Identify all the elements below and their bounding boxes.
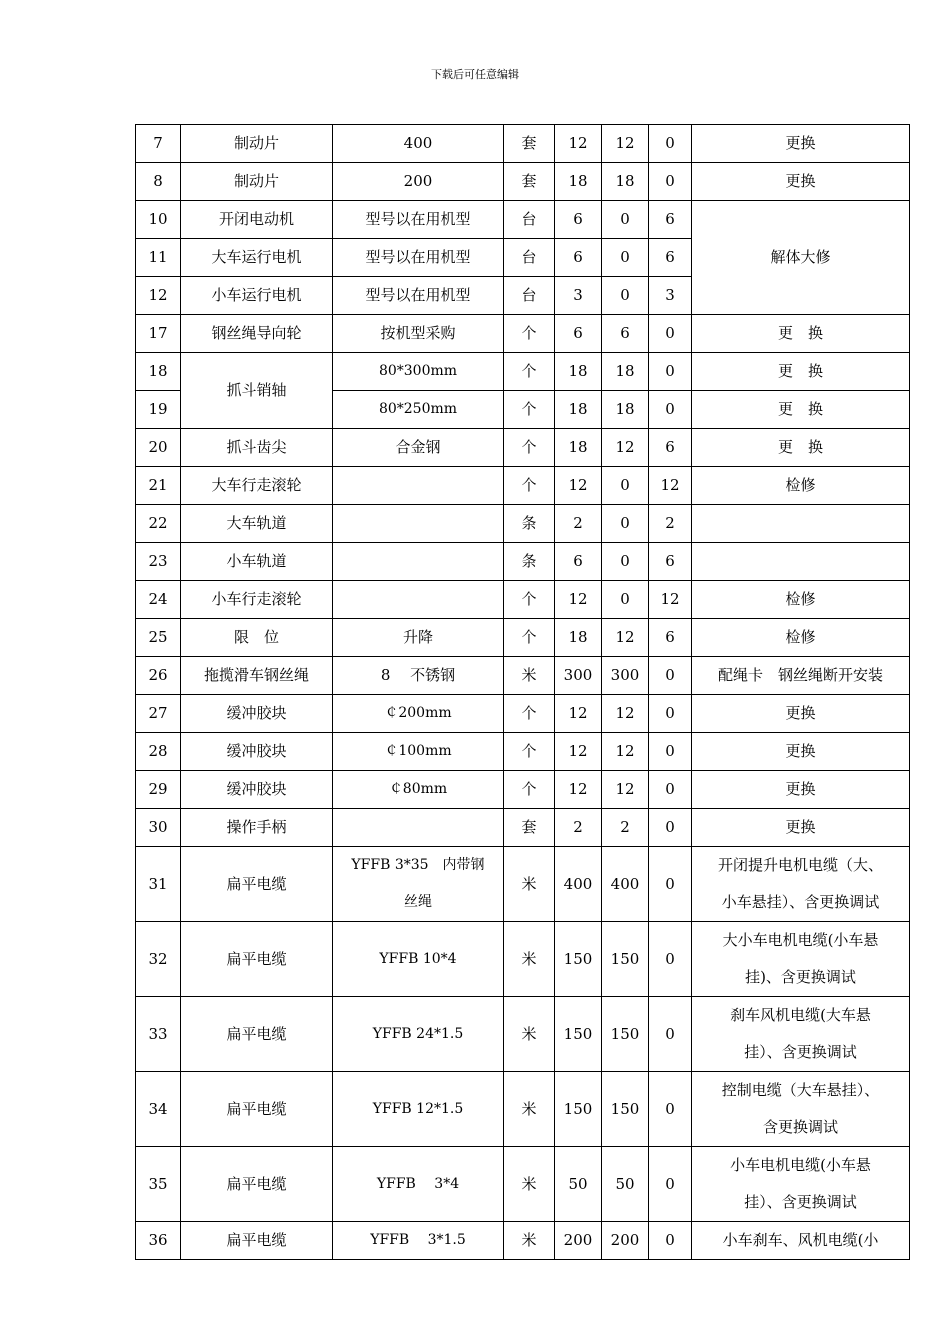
cell-unit: 米 <box>504 1147 555 1222</box>
cell-note-line: 刹车风机电缆(大车悬 <box>730 1006 871 1024</box>
cell-qty-c: 0 <box>649 353 692 391</box>
cell-note-line: 挂）、含更换调试 <box>744 1043 857 1061</box>
cell-unit: 米 <box>504 657 555 695</box>
cell-spec: 合金钢 <box>333 429 504 467</box>
parts-table <box>135 124 910 1260</box>
cell-no: 26 <box>136 657 181 695</box>
cell-spec <box>333 467 504 505</box>
cell-qty-a: 50 <box>555 1147 602 1222</box>
cell-no: 32 <box>136 922 181 997</box>
table-row <box>136 695 910 733</box>
table-row <box>136 429 910 467</box>
cell-qty-b: 300 <box>602 657 649 695</box>
cell-qty-a: 150 <box>555 922 602 997</box>
cell-note-line: 大小车电机电缆(小车悬 <box>722 931 879 949</box>
cell-unit: 个 <box>504 315 555 353</box>
cell-no: 34 <box>136 1072 181 1147</box>
cell-note <box>692 922 910 997</box>
cell-note: 更换 <box>692 695 910 733</box>
table-row <box>136 163 910 201</box>
cell-qty-c: 6 <box>649 619 692 657</box>
table-row <box>136 543 910 581</box>
cell-qty-b: 0 <box>602 239 649 277</box>
cell-qty-c: 0 <box>649 997 692 1072</box>
cell-qty-b: 2 <box>602 809 649 847</box>
cell-unit: 米 <box>504 847 555 922</box>
cell-qty-a: 6 <box>555 201 602 239</box>
cell-spec: YFFB 3*1.5 <box>333 1222 504 1260</box>
cell-no: 31 <box>136 847 181 922</box>
table-row <box>136 125 910 163</box>
cell-qty-b: 50 <box>602 1147 649 1222</box>
cell-spec-line: 丝绳 <box>404 894 432 910</box>
cell-note: 更换 <box>692 163 910 201</box>
cell-spec <box>333 543 504 581</box>
cell-qty-a: 18 <box>555 429 602 467</box>
cell-spec: 型号以在用机型 <box>333 239 504 277</box>
cell-no: 29 <box>136 771 181 809</box>
cell-qty-a: 150 <box>555 1072 602 1147</box>
cell-unit: 米 <box>504 1072 555 1147</box>
cell-qty-b: 0 <box>602 505 649 543</box>
cell-unit: 个 <box>504 771 555 809</box>
cell-no: 25 <box>136 619 181 657</box>
cell-unit: 台 <box>504 201 555 239</box>
table-row <box>136 619 910 657</box>
cell-note: 检修 <box>692 581 910 619</box>
cell-spec <box>333 847 504 922</box>
cell-qty-c: 0 <box>649 847 692 922</box>
cell-qty-b: 12 <box>602 619 649 657</box>
cell-qty-b: 12 <box>602 733 649 771</box>
cell-qty-b: 18 <box>602 163 649 201</box>
cell-qty-c: 0 <box>649 1072 692 1147</box>
cell-spec: 型号以在用机型 <box>333 277 504 315</box>
table-row <box>136 922 910 997</box>
cell-spec <box>333 505 504 543</box>
cell-qty-b: 0 <box>602 543 649 581</box>
cell-note: 解体大修 <box>692 201 910 315</box>
cell-qty-c: 0 <box>649 809 692 847</box>
cell-unit: 米 <box>504 922 555 997</box>
cell-unit: 个 <box>504 581 555 619</box>
table-row <box>136 997 910 1072</box>
cell-unit: 个 <box>504 619 555 657</box>
table-row <box>136 505 910 543</box>
cell-name: 大车轨道 <box>181 505 333 543</box>
cell-name: 小车运行电机 <box>181 277 333 315</box>
cell-unit: 台 <box>504 277 555 315</box>
cell-qty-b: 150 <box>602 997 649 1072</box>
cell-no: 33 <box>136 997 181 1072</box>
cell-name: 操作手柄 <box>181 809 333 847</box>
cell-qty-a: 12 <box>555 467 602 505</box>
cell-qty-b: 400 <box>602 847 649 922</box>
cell-qty-c: 0 <box>649 315 692 353</box>
cell-no: 24 <box>136 581 181 619</box>
cell-no: 22 <box>136 505 181 543</box>
cell-unit: 个 <box>504 695 555 733</box>
cell-no: 7 <box>136 125 181 163</box>
cell-qty-b: 18 <box>602 353 649 391</box>
cell-spec: YFFB 12*1.5 <box>333 1072 504 1147</box>
cell-unit: 个 <box>504 429 555 467</box>
cell-qty-c: 6 <box>649 429 692 467</box>
cell-no: 17 <box>136 315 181 353</box>
cell-no: 27 <box>136 695 181 733</box>
cell-name: 扁平电缆 <box>181 1147 333 1222</box>
cell-spec-line: YFFB 3*35 内带钢 <box>351 857 485 873</box>
cell-qty-c: 0 <box>649 1147 692 1222</box>
cell-qty-c: 0 <box>649 125 692 163</box>
table-row <box>136 733 910 771</box>
cell-qty-a: 2 <box>555 505 602 543</box>
cell-qty-b: 12 <box>602 771 649 809</box>
cell-qty-c: 0 <box>649 1222 692 1260</box>
cell-spec: 400 <box>333 125 504 163</box>
cell-spec: YFFB 10*4 <box>333 922 504 997</box>
table-row <box>136 1147 910 1222</box>
cell-name: 缓冲胶块 <box>181 771 333 809</box>
cell-qty-c: 12 <box>649 467 692 505</box>
cell-qty-c: 0 <box>649 771 692 809</box>
cell-unit: 条 <box>504 543 555 581</box>
cell-name: 大车行走滚轮 <box>181 467 333 505</box>
cell-qty-a: 6 <box>555 543 602 581</box>
cell-spec: 型号以在用机型 <box>333 201 504 239</box>
table-row <box>136 657 910 695</box>
cell-qty-a: 300 <box>555 657 602 695</box>
cell-note <box>692 1072 910 1147</box>
cell-note: 更 换 <box>692 429 910 467</box>
cell-unit: 个 <box>504 353 555 391</box>
cell-no: 35 <box>136 1147 181 1222</box>
cell-qty-c: 0 <box>649 922 692 997</box>
cell-name: 小车轨道 <box>181 543 333 581</box>
cell-spec: 按机型采购 <box>333 315 504 353</box>
cell-name: 抓斗齿尖 <box>181 429 333 467</box>
cell-spec: YFFB 24*1.5 <box>333 997 504 1072</box>
cell-unit: 个 <box>504 733 555 771</box>
cell-qty-a: 12 <box>555 771 602 809</box>
cell-name: 扁平电缆 <box>181 1222 333 1260</box>
cell-qty-b: 0 <box>602 467 649 505</box>
cell-qty-a: 18 <box>555 353 602 391</box>
cell-name: 扁平电缆 <box>181 997 333 1072</box>
cell-no: 28 <box>136 733 181 771</box>
cell-unit: 个 <box>504 391 555 429</box>
cell-qty-b: 6 <box>602 315 649 353</box>
cell-qty-a: 6 <box>555 239 602 277</box>
cell-qty-b: 12 <box>602 125 649 163</box>
cell-qty-b: 150 <box>602 1072 649 1147</box>
table-row <box>136 847 910 922</box>
cell-note: 更 换 <box>692 315 910 353</box>
cell-name: 扁平电缆 <box>181 922 333 997</box>
cell-name: 制动片 <box>181 125 333 163</box>
cell-note <box>692 505 910 543</box>
cell-note-line: 控制电缆（大车悬挂）、 <box>721 1081 880 1099</box>
cell-qty-a: 18 <box>555 163 602 201</box>
cell-qty-c: 0 <box>649 695 692 733</box>
cell-name: 扁平电缆 <box>181 1072 333 1147</box>
table-row <box>136 1222 910 1260</box>
cell-qty-b: 0 <box>602 581 649 619</box>
cell-name: 抓斗销轴 <box>181 353 333 429</box>
cell-note: 更换 <box>692 771 910 809</box>
cell-qty-a: 2 <box>555 809 602 847</box>
cell-no: 20 <box>136 429 181 467</box>
cell-spec: YFFB 3*4 <box>333 1147 504 1222</box>
cell-qty-c: 0 <box>649 657 692 695</box>
cell-note: 检修 <box>692 467 910 505</box>
cell-unit: 套 <box>504 125 555 163</box>
cell-note-line: 开闭提升电机电缆（大、 <box>717 856 883 874</box>
cell-spec <box>333 581 504 619</box>
cell-qty-c: 6 <box>649 543 692 581</box>
cell-no: 18 <box>136 353 181 391</box>
cell-note: 更换 <box>692 809 910 847</box>
cell-qty-a: 400 <box>555 847 602 922</box>
table-row <box>136 315 910 353</box>
cell-qty-c: 0 <box>649 163 692 201</box>
cell-qty-a: 12 <box>555 695 602 733</box>
table-row <box>136 201 910 239</box>
cell-note: 配绳卡 钢丝绳断开安装 <box>692 657 910 695</box>
cell-spec: ￠100mm <box>333 733 504 771</box>
cell-qty-c: 6 <box>649 201 692 239</box>
cell-unit: 米 <box>504 1222 555 1260</box>
cell-qty-a: 12 <box>555 581 602 619</box>
cell-name: 制动片 <box>181 163 333 201</box>
cell-no: 30 <box>136 809 181 847</box>
cell-note <box>692 543 910 581</box>
cell-no: 19 <box>136 391 181 429</box>
cell-name: 拖揽滑车钢丝绳 <box>181 657 333 695</box>
cell-qty-a: 18 <box>555 619 602 657</box>
table-row <box>136 581 910 619</box>
cell-qty-b: 18 <box>602 391 649 429</box>
cell-spec: 200 <box>333 163 504 201</box>
cell-no: 8 <box>136 163 181 201</box>
cell-qty-c: 12 <box>649 581 692 619</box>
cell-qty-c: 6 <box>649 239 692 277</box>
cell-note: 更 换 <box>692 353 910 391</box>
cell-qty-a: 12 <box>555 733 602 771</box>
cell-qty-c: 3 <box>649 277 692 315</box>
cell-unit: 条 <box>504 505 555 543</box>
cell-spec <box>333 809 504 847</box>
table-row <box>136 809 910 847</box>
cell-no: 23 <box>136 543 181 581</box>
cell-note-line: 小车悬挂）、含更换调试 <box>721 893 880 911</box>
cell-qty-b: 150 <box>602 922 649 997</box>
cell-no: 10 <box>136 201 181 239</box>
cell-qty-a: 12 <box>555 125 602 163</box>
cell-name: 钢丝绳导向轮 <box>181 315 333 353</box>
cell-name: 缓冲胶块 <box>181 733 333 771</box>
cell-unit: 个 <box>504 467 555 505</box>
cell-qty-b: 0 <box>602 201 649 239</box>
cell-qty-a: 6 <box>555 315 602 353</box>
cell-name: 限 位 <box>181 619 333 657</box>
table-row <box>136 1072 910 1147</box>
cell-spec: 8 不锈钢 <box>333 657 504 695</box>
cell-qty-b: 200 <box>602 1222 649 1260</box>
cell-no: 11 <box>136 239 181 277</box>
cell-name: 小车行走滚轮 <box>181 581 333 619</box>
cell-qty-a: 150 <box>555 997 602 1072</box>
cell-qty-b: 12 <box>602 695 649 733</box>
cell-spec: ￠80mm <box>333 771 504 809</box>
cell-qty-a: 3 <box>555 277 602 315</box>
cell-unit: 套 <box>504 809 555 847</box>
cell-qty-c: 2 <box>649 505 692 543</box>
cell-qty-b: 0 <box>602 277 649 315</box>
cell-no: 21 <box>136 467 181 505</box>
cell-spec: 80*300mm <box>333 353 504 391</box>
cell-qty-b: 12 <box>602 429 649 467</box>
cell-note-line: 挂）、含更换调试 <box>744 1193 857 1211</box>
cell-qty-c: 0 <box>649 733 692 771</box>
cell-no: 12 <box>136 277 181 315</box>
cell-note: 更换 <box>692 125 910 163</box>
cell-spec: ￠200mm <box>333 695 504 733</box>
cell-qty-c: 0 <box>649 391 692 429</box>
cell-no: 36 <box>136 1222 181 1260</box>
cell-name: 大车运行电机 <box>181 239 333 277</box>
cell-name: 开闭电动机 <box>181 201 333 239</box>
cell-note <box>692 847 910 922</box>
cell-spec: 升降 <box>333 619 504 657</box>
cell-unit: 台 <box>504 239 555 277</box>
cell-name: 缓冲胶块 <box>181 695 333 733</box>
cell-spec: 80*250mm <box>333 391 504 429</box>
cell-note: 小车刹车、风机电缆(小 <box>692 1222 910 1260</box>
table-row <box>136 771 910 809</box>
cell-note-line: 含更换调试 <box>762 1118 838 1136</box>
cell-note-line: 挂)、含更换调试 <box>745 968 856 986</box>
cell-name: 扁平电缆 <box>181 847 333 922</box>
cell-note-line: 小车电机电缆(小车悬 <box>730 1156 871 1174</box>
cell-unit: 套 <box>504 163 555 201</box>
cell-note <box>692 997 910 1072</box>
cell-unit: 米 <box>504 997 555 1072</box>
page-header: 下载后可任意编辑 <box>431 68 519 81</box>
cell-qty-a: 200 <box>555 1222 602 1260</box>
table-row <box>136 467 910 505</box>
cell-note: 检修 <box>692 619 910 657</box>
cell-note: 更换 <box>692 733 910 771</box>
cell-note <box>692 1147 910 1222</box>
cell-qty-a: 18 <box>555 391 602 429</box>
cell-note: 更 换 <box>692 391 910 429</box>
table-row <box>136 353 910 391</box>
